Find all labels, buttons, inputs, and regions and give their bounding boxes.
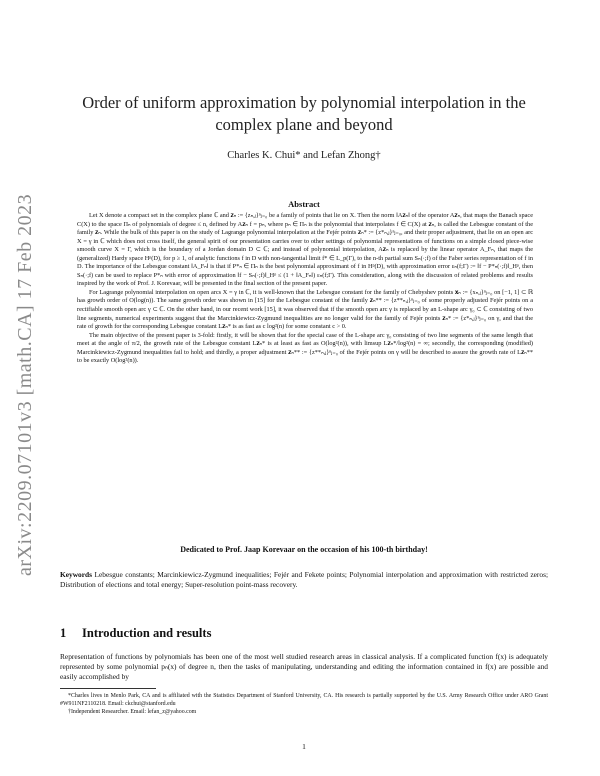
keywords-text: Lebesgue constants; Marcinkiewicz-Zygmund inequalities; Fejér and Fekete points; Polynomial interpolation and approximation with restricted zeros; Distribution of elections and total energy; Super-resolution point-mass recovery. <box>60 570 548 589</box>
abstract-paragraph-2: For Lagrange polynomial interpolation on open arcs X = γ in ℂ, it is well-known that the Lebesgue constant for the family of Chebyshev points 𝐱ₙ := {xₙ,ⱼ}ⁿⱼ₌₀ on [−1, 1] ⊂ ℝ has growth order of O(log(n)). The same growth order was shown in [15] for the Lebesgue constant of the family 𝐳ₙ** := {z**ₙ,ⱼ}ⁿⱼ₌₀ of some properly adjusted Fejér points on a rectifiable smooth open arc γ ⊂ ℂ. On the other hand, in our recent work [15], it was observed that if the smooth open arc γ is replaced by an L-shape arc γ₀ ⊂ ℂ consisting of two line segments, numerical experiments suggest that the Marcinkiewicz-Zygmund inequalities are no longer valid for the family of Fejér points 𝐳ₙ* := {z*ₙ,ⱼ}ⁿⱼ₌₀ on γ, and that the rate of growth for the corresponding Lebesgue constant L𝐳ₙ* is as fast as c log²(n) for some constant c > 0. <box>77 288 533 331</box>
section-title: Introduction and results <box>82 626 212 640</box>
abstract-heading: Abstract <box>288 199 320 209</box>
abstract <box>77 212 533 366</box>
abstract-paragraph-1: Let X denote a compact set in the complex plane ℂ and 𝐳ₙ := {zₙ,ⱼ}ⁿⱼ₌₀ be a family of points that lie on X. Then the norm ‖A𝐳ₙ‖ of the operator A𝐳ₙ, that maps the Banach space C(X) to the space Πₙ of polynomials of degree ≤ n, defined by A𝐳ₙ f = pₙ, where pₙ ∈ Πₙ is the polynomial that interpolates f ∈ C(X) at 𝐳ₙ, is called the Lebesgue constant of the family 𝐳ₙ. While the bulk of this paper is on the study of Lagrange polynomial interpolation at the Fejér points 𝐳ₙ* := {z*ₙ,ⱼ}ⁿⱼ₌₀, and their proper adjustment, that lie on an open arc X = γ in ℂ which does not cross itself, the general spirit of our presentation carries over to other settings of polynomial representations of functions on a simple closed piece-wise smooth curve X = Γ, which is the boundary of a Jordan domain D ⊂ ℂ; and instead of polynomial interpolation, A𝐳ₙ is replaced by the linear operator A_Fₙ, that maps the (generalized) Hardy space Hᵖ(D), for p ≥ 1, of analytic functions f in D with non-tangential limit f* ∈ L_p(Γ), to the n-th partial sum Sₙ(·;f) of the Faber series representation of f in D. The importance of the Lebesgue constant ‖A_Fₙ‖ is that if P*ₙ ∈ Πₙ is the best polynomial approximant of f in Hᵖ(D), with approximation error εₙ(f;Γ) := ‖f − P*ₙ(·;f)‖_Hᵖ, then Sₙ(·;f) can be used to replace P*ₙ with error of approximation ‖f − Sₙ(·;f)‖_Hᵖ ≤ (1 + ‖A_Fₙ‖) εₙ(f;Γ). This consideration, along with the discussion of related problems and results inspired by the work of Prof. J. Korevaar, will be presented in the final section of the present paper. <box>77 212 533 288</box>
keywords-block <box>60 570 548 590</box>
footnote-rule <box>60 688 156 689</box>
intro-paragraph: Representation of functions by polynomials has been one of the most well studied research areas in classical analysis. If a complicated function f(x) is adequately represented by some polynomial pₙ(x) of degree n, then the tasks of manipulating, understanding and editing the information contained in f(x) are possible and easily accomplished by <box>60 652 548 681</box>
section-heading <box>60 626 548 641</box>
paper-title: Order of uniform approximation by polynomial interpolation in the complex plane and beyond <box>82 93 526 134</box>
abstract-paragraph-3: The main objective of the present paper is 3-fold: firstly, it will be shown that for the special case of the L-shape arc γ₀ consisting of two line segments of the same length that meet at the angle of π/2, the growth rate of the Lebesgue constant L𝐳ₙ* is at least as fast as O(log²(n)), with limsup L𝐳ₙ*/log²(n) = ∞; secondly, the corresponding (modified) Marcinkiewicz-Zygmund inequalities fail to hold; and thirdly, a proper adjustment 𝐳ₙ** := {z**ₙ,ⱼ}ⁿⱼ₌₀ of the Fejér points on γ will be described to assure the growth rate of L𝐳ₙ** to be exactly O(log²(n)). <box>77 331 533 365</box>
page-number: 1 <box>302 742 306 751</box>
authors: Charles K. Chui* and Lefan Zhong† <box>227 150 381 161</box>
dedication: Dedicated to Prof. Jaap Korevaar on the occasion of his 100-th birthday! <box>180 545 428 554</box>
footnote-2: †Independent Researcher. Email: lefan_z@yahoo.com <box>68 709 197 716</box>
footnote-1: *Charles lives in Menlo Park, CA and is affiliated with the Statistics Department of Stanford University, CA. His research is partially supported by the U.S. Army Research Office under ARO Grant #W911NF2110218. Email: ckchui@stanford.edu <box>60 693 548 708</box>
keywords-label: Keywords <box>60 570 93 579</box>
section-number: 1 <box>60 626 67 640</box>
footnotes <box>60 692 548 717</box>
arxiv-stamp: arXiv:2209.07101v3 [math.CA] 17 Feb 2023 <box>14 193 36 577</box>
